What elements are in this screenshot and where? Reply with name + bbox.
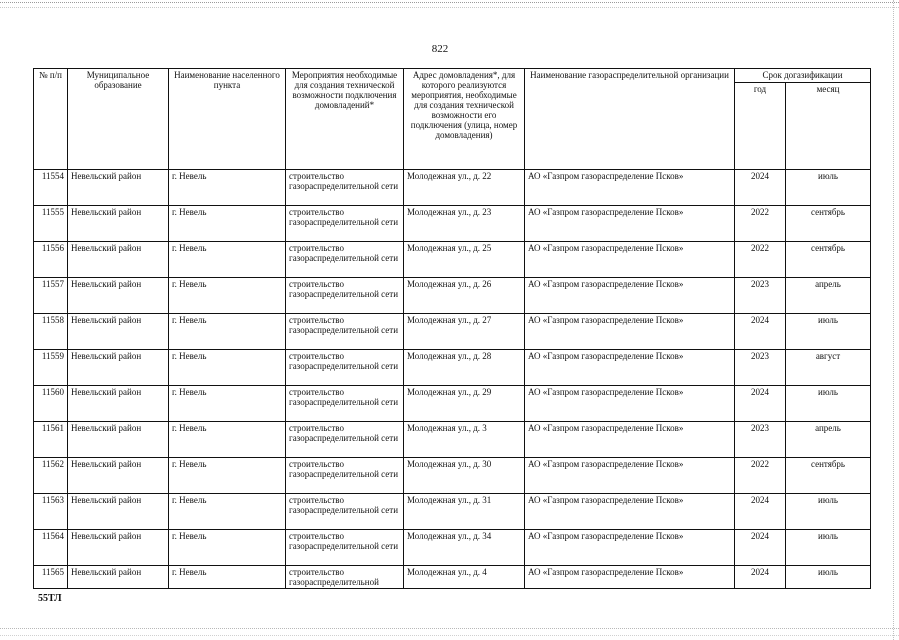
cell-year: 2024 — [735, 566, 786, 589]
scan-edge-top — [0, 2, 899, 8]
cell-organization: АО «Газпром газораспределение Псков» — [525, 350, 735, 386]
cell-measures: строительство газораспределительной сети — [286, 386, 404, 422]
cell-settlement: г. Невель — [169, 206, 286, 242]
cell-organization: АО «Газпром газораспределение Псков» — [525, 206, 735, 242]
cell-month: апрель — [786, 422, 871, 458]
cell-num: 11559 — [34, 350, 68, 386]
cell-settlement: г. Невель — [169, 386, 286, 422]
cell-num: 11555 — [34, 206, 68, 242]
cell-year: 2022 — [735, 206, 786, 242]
cell-municipality: Невельский район — [68, 494, 169, 530]
cell-settlement: г. Невель — [169, 242, 286, 278]
header-address: Адрес домовладения*, для которого реализуются мероприятия, необходимые для создания технической возможности его подключения (улица, номер домовладения) — [404, 69, 525, 170]
cell-year: 2024 — [735, 170, 786, 206]
cell-year: 2024 — [735, 530, 786, 566]
cell-measures: строительство газораспределительной сети — [286, 314, 404, 350]
table-row — [34, 494, 871, 530]
cell-month: сентябрь — [786, 242, 871, 278]
cell-measures: строительство газораспределительной сети — [286, 494, 404, 530]
cell-settlement: г. Невель — [169, 422, 286, 458]
cell-year: 2023 — [735, 422, 786, 458]
cell-year: 2023 — [735, 350, 786, 386]
cell-num: 11565 — [34, 566, 68, 589]
cell-year: 2024 — [735, 494, 786, 530]
cell-measures: строительство газораспределительной сети — [286, 206, 404, 242]
table-row — [34, 314, 871, 350]
cell-address: Молодежная ул., д. 23 — [404, 206, 525, 242]
cell-measures: строительство газораспределительной сети — [286, 422, 404, 458]
table-row — [34, 530, 871, 566]
cell-num: 11557 — [34, 278, 68, 314]
scan-edge-bottom — [0, 628, 899, 636]
header-month: месяц — [786, 83, 871, 170]
cell-organization: АО «Газпром газораспределение Псков» — [525, 278, 735, 314]
cell-settlement: г. Невель — [169, 278, 286, 314]
header-settlement: Наименование населенного пункта — [169, 69, 286, 170]
cell-organization: АО «Газпром газораспределение Псков» — [525, 422, 735, 458]
cell-month: сентябрь — [786, 206, 871, 242]
cell-measures: строительство газораспределительной сети — [286, 170, 404, 206]
cell-municipality: Невельский район — [68, 350, 169, 386]
cell-num: 11564 — [34, 530, 68, 566]
cell-month: апрель — [786, 278, 871, 314]
header-municipality: Муниципальное образование — [68, 69, 169, 170]
cell-year: 2022 — [735, 242, 786, 278]
cell-num: 11554 — [34, 170, 68, 206]
cell-municipality: Невельский район — [68, 278, 169, 314]
cell-settlement: г. Невель — [169, 314, 286, 350]
table-row — [34, 350, 871, 386]
table-row — [34, 386, 871, 422]
cell-num: 11558 — [34, 314, 68, 350]
cell-year: 2023 — [735, 278, 786, 314]
table-row — [34, 206, 871, 242]
cell-settlement: г. Невель — [169, 170, 286, 206]
cell-month: июль — [786, 314, 871, 350]
cell-month: июль — [786, 530, 871, 566]
cell-municipality: Невельский район — [68, 242, 169, 278]
cell-address: Молодежная ул., д. 3 — [404, 422, 525, 458]
cell-month: июль — [786, 494, 871, 530]
page-number: 822 — [431, 43, 449, 55]
header-num: № п/п — [34, 69, 68, 170]
gasification-table — [33, 68, 871, 589]
cell-address: Молодежная ул., д. 26 — [404, 278, 525, 314]
table-row — [34, 458, 871, 494]
cell-municipality: Невельский район — [68, 386, 169, 422]
cell-settlement: г. Невель — [169, 350, 286, 386]
cell-num: 11560 — [34, 386, 68, 422]
cell-measures: строительство газораспределительной сети — [286, 350, 404, 386]
cell-settlement: г. Невель — [169, 494, 286, 530]
cell-address: Молодежная ул., д. 28 — [404, 350, 525, 386]
table-row — [34, 422, 871, 458]
cell-organization: АО «Газпром газораспределение Псков» — [525, 458, 735, 494]
cell-municipality: Невельский район — [68, 566, 169, 589]
table-row — [34, 566, 871, 589]
cell-settlement: г. Невель — [169, 566, 286, 589]
footer-code: 55ТЛ — [38, 593, 62, 604]
cell-municipality: Невельский район — [68, 530, 169, 566]
cell-municipality: Невельский район — [68, 314, 169, 350]
cell-municipality: Невельский район — [68, 422, 169, 458]
cell-measures: строительство газораспределительной сети — [286, 242, 404, 278]
cell-address: Молодежная ул., д. 22 — [404, 170, 525, 206]
cell-municipality: Невельский район — [68, 458, 169, 494]
cell-organization: АО «Газпром газораспределение Псков» — [525, 494, 735, 530]
table-row — [34, 170, 871, 206]
cell-month: сентябрь — [786, 458, 871, 494]
cell-address: Молодежная ул., д. 25 — [404, 242, 525, 278]
cell-measures: строительство газораспределительной сети — [286, 458, 404, 494]
cell-settlement: г. Невель — [169, 530, 286, 566]
cell-month: август — [786, 350, 871, 386]
cell-address: Молодежная ул., д. 34 — [404, 530, 525, 566]
cell-measures: строительство газораспределительной сети — [286, 530, 404, 566]
cell-year: 2024 — [735, 386, 786, 422]
header-organization: Наименование газораспределительной организации — [525, 69, 735, 170]
table-header — [34, 69, 871, 170]
cell-month: июль — [786, 386, 871, 422]
cell-address: Молодежная ул., д. 27 — [404, 314, 525, 350]
cell-measures: строительство газораспределительной — [286, 566, 404, 589]
cell-num: 11562 — [34, 458, 68, 494]
cell-organization: АО «Газпром газораспределение Псков» — [525, 530, 735, 566]
cell-year: 2024 — [735, 314, 786, 350]
cell-organization: АО «Газпром газораспределение Псков» — [525, 242, 735, 278]
table-row — [34, 242, 871, 278]
cell-address: Молодежная ул., д. 31 — [404, 494, 525, 530]
scan-edge-right — [893, 0, 896, 640]
cell-organization: АО «Газпром газораспределение Псков» — [525, 386, 735, 422]
cell-address: Молодежная ул., д. 30 — [404, 458, 525, 494]
cell-organization: АО «Газпром газораспределение Псков» — [525, 314, 735, 350]
cell-address: Молодежная ул., д. 4 — [404, 566, 525, 589]
cell-organization: АО «Газпром газораспределение Псков» — [525, 170, 735, 206]
header-year: год — [735, 83, 786, 170]
cell-month: июль — [786, 170, 871, 206]
cell-month: июль — [786, 566, 871, 589]
cell-num: 11561 — [34, 422, 68, 458]
cell-address: Молодежная ул., д. 29 — [404, 386, 525, 422]
cell-settlement: г. Невель — [169, 458, 286, 494]
cell-num: 11556 — [34, 242, 68, 278]
cell-municipality: Невельский район — [68, 206, 169, 242]
cell-measures: строительство газораспределительной сети — [286, 278, 404, 314]
cell-organization: АО «Газпром газораспределение Псков» — [525, 566, 735, 589]
cell-year: 2022 — [735, 458, 786, 494]
table-row — [34, 278, 871, 314]
cell-municipality: Невельский район — [68, 170, 169, 206]
table-body — [34, 170, 871, 589]
header-deadline: Срок догазификации — [735, 69, 871, 83]
cell-num: 11563 — [34, 494, 68, 530]
header-measures: Мероприятия необходимые для создания технической возможности подключения домовладений* — [286, 69, 404, 170]
